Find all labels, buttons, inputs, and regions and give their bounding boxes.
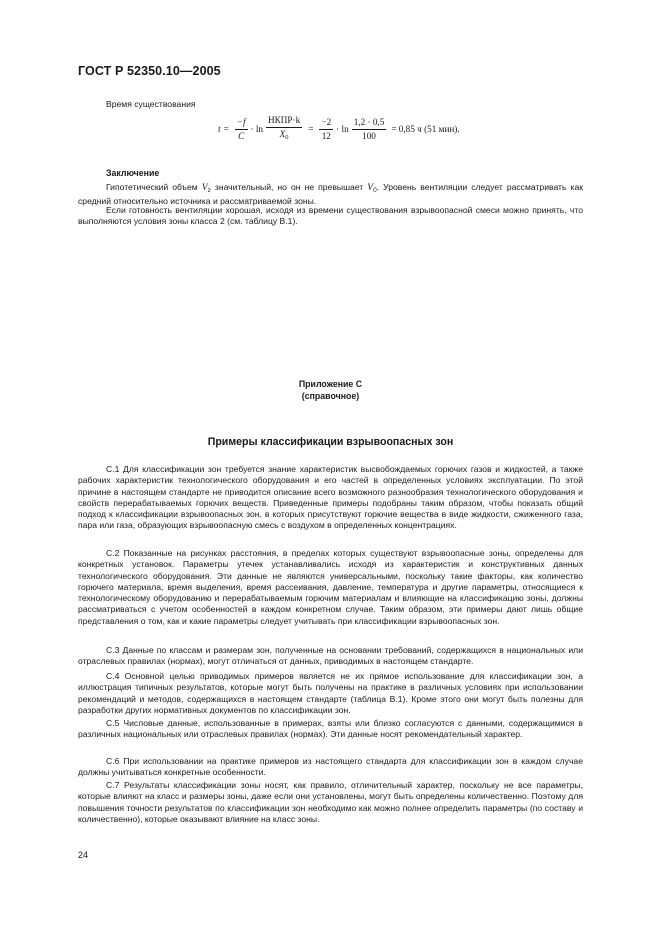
conclusion-p1-text-b: значительный, но он не превышает xyxy=(210,182,368,192)
frac4-den: 100 xyxy=(362,130,376,141)
paragraph-c5: С.5 Числовые данные, использованные в примерах, взяты или близко согласуются с данными, содержащимися в различных национальных или отраслевых правилах (нормах). Эти данные носят рекомендательный характер. xyxy=(78,718,583,740)
frac2-den xyxy=(278,128,291,143)
var-v-0-sub: 0 xyxy=(373,187,377,194)
page-number: 24 xyxy=(78,850,89,860)
formula-frac-3 xyxy=(319,117,333,142)
formula-frac-1 xyxy=(235,117,248,142)
var-v-z: V xyxy=(201,183,208,193)
formula-lhs: t xyxy=(218,124,221,134)
frac3-den: 12 xyxy=(321,130,331,141)
conclusion-p1-text-c: . Уровень вентиляции следует рассматривать как средний относительно источника и рассматриваемой зоны. xyxy=(78,182,584,207)
frac3-num: −2 xyxy=(319,117,333,130)
frac2-den-base: X xyxy=(279,129,286,139)
var-v-0: V xyxy=(367,183,374,193)
formula-ln-1: · ln xyxy=(250,124,264,134)
paragraph-c6: С.6 При использовании на практике примеров из настоящего стандарта для классификации зон в каждом случае должны учитываться конкретные особенности. xyxy=(78,756,583,778)
frac2-den-sub: 0 xyxy=(285,134,289,141)
formula-frac-2 xyxy=(266,115,302,143)
formula-eq-2: = xyxy=(308,124,314,134)
var-v-z-sub: z xyxy=(207,187,211,194)
frac4-num: 1,2 · 0,5 xyxy=(352,117,387,130)
paragraph-c7: С.7 Результаты классификации зоны носят, как правило, отличительный характер, поскольку не все параметры, которые влияют на класс и размеры зоны, даже если они установлены, могут быть определены количественно. Поэтому для повышения точности результатов по классификации зон необходимо как можно полнее определить параметры (по составу и количественно), которые оказывают влияние на класс зоны. xyxy=(78,780,583,824)
formula-result: = 0,85 ч (51 мин). xyxy=(391,124,460,134)
standard-header: ГОСТ Р 52350.10—2005 xyxy=(78,64,221,78)
formula-frac-4 xyxy=(352,117,387,142)
conclusion-paragraph-2: Если готовность вентиляции хорошая, исходя из времени существования взрывоопасной смеси можно принять, что выполняются условия зоны класса 2 (см. таблицу В.1). xyxy=(78,205,583,227)
frac2-num: HКПР·k xyxy=(266,115,302,128)
appendix-label: Приложение С xyxy=(298,379,363,389)
conclusion-paragraph-1 xyxy=(78,182,583,208)
formula-eq: = xyxy=(223,124,229,134)
frac1-den: C xyxy=(238,130,245,141)
appendix-title: Примеры классификации взрывоопасных зон xyxy=(207,436,454,448)
formula xyxy=(218,117,460,141)
paragraph-c2: С.2 Показанные на рисунках расстояния, в пределах которых существуют взрывоопасные зоны, определены для конкретных установок. Параметры утечек устанавливались исходя из характеристик и конструктивных данных технологического оборудования. Эти данные не являются универсальными, поскольку такие факторы, как количество горючего материала, время выделения, время рассеивания, давление, температура и другие параметры, относящиеся к технологическому оборудованию и перерабатываемым горючим материалам и влияющие на классификацию зоны, должны рассматриваться с учетом особенностей в каждом конкретном случае. Таким образом, эти примеры дают лишь общие представления о том, как и какие параметры следует учитывать при классификации взрывоопасных зон. xyxy=(78,548,583,626)
paragraph-c4: С.4 Основной целью приводимых примеров является не их прямое использование для классификации зон, а иллюстрация типичных результатов, которые могут быть получены на практике в различных условиях при использовании рекомендаций и методов, содержащихся в настоящем стандарте (таблица В.1). Кроме этого они могут быть полезны для разработки других нормативных документов по классификации зон. xyxy=(78,671,583,715)
paragraph-c1: С.1 Для классификации зон требуется знание характеристик высвобождаемых горючих газов и жидкостей, а также рабочих характеристик технологического оборудования и его частей в определенных условиях эксплуатации. По этой причине в настоящем стандарте не приводится описание всего возможного разнообразия технологического оборудования и свойств перерабатываемых горючих веществ. Приведенные примеры подобраны таким образом, чтобы показать общий подход к классификации взрывоопасных зон, в которых присутствуют горючие вещества в виде жидкости, сжиженного газа, пара или газа, образующих взрывоопасную смесь с воздухом в определенных концентрациях. xyxy=(78,464,583,531)
paragraph-c3: С.3 Данные по классам и размерам зон, полученные на основании требований, содержащихся в национальных или отраслевых правилах (нормах), могут отличаться от данных, приводимых в настоящем стандарте. xyxy=(78,645,583,667)
formula-ln-2: · ln xyxy=(336,124,349,134)
appendix-kind: (справочное) xyxy=(301,391,360,401)
conclusion-heading: Заключение xyxy=(106,168,160,178)
conclusion-p1-text-a: Гипотетический объем xyxy=(106,182,202,192)
frac1-num: −f xyxy=(235,117,248,130)
formula-intro: Время существования xyxy=(106,99,196,109)
